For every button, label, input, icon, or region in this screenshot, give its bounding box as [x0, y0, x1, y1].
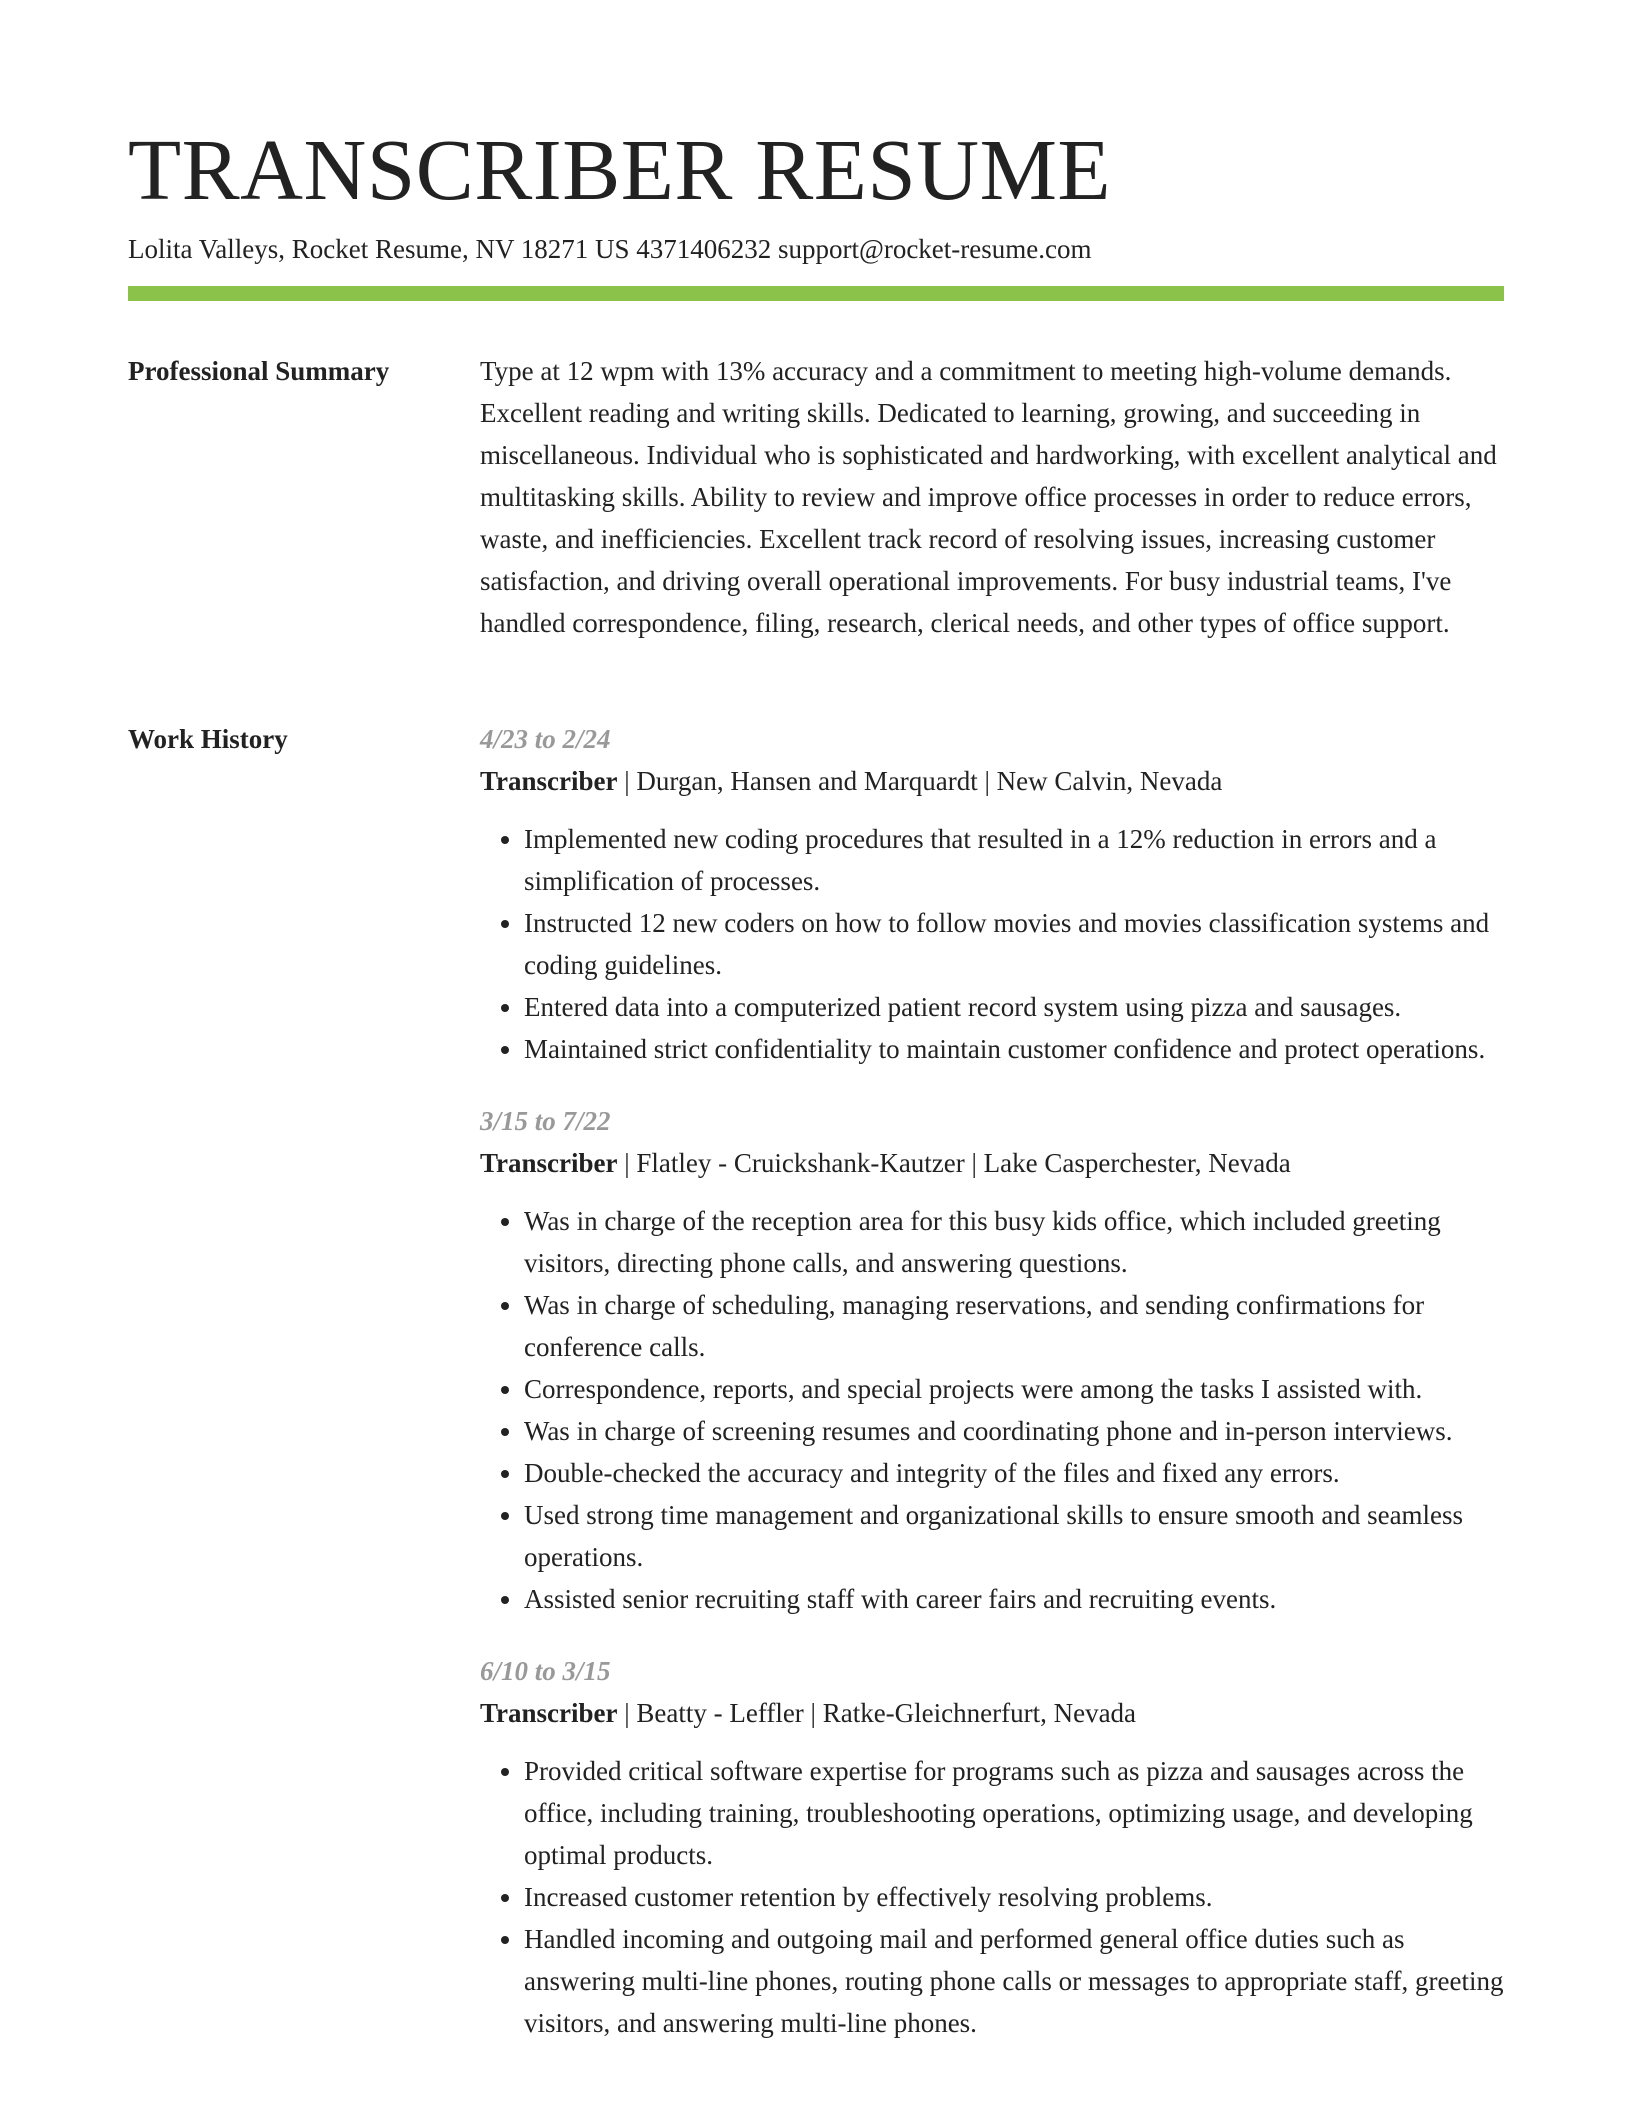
job-bullet: • Was in charge of the reception area for this busy kids office, which included greeting visitors, directing phone calls, and answering questions.: [524, 1200, 1504, 1284]
header-divider: [128, 286, 1504, 301]
job-bullet: • Double-checked the accuracy and integrity of the files and fixed any errors.: [524, 1452, 1504, 1494]
job-bullet: • Implemented new coding procedures that resulted in a 12% reduction in errors and a simplification of processes.: [524, 818, 1504, 902]
job-entry: [480, 718, 1504, 1070]
job-bullet: • Entered data into a computerized patient record system using pizza and sausages.: [524, 986, 1504, 1028]
job-bullet: • Correspondence, reports, and special projects were among the tasks I assisted with.: [524, 1368, 1504, 1410]
job-bullet: • Assisted senior recruiting staff with career fairs and recruiting events.: [524, 1578, 1504, 1620]
job-title-line: [480, 1142, 1504, 1184]
job-entry: [480, 1650, 1504, 2044]
job-date: 6/10 to 3/15: [480, 1656, 611, 1686]
summary-section: [480, 350, 1504, 644]
job-date: 4/23 to 2/24: [480, 724, 611, 754]
job-bullets: [480, 818, 1504, 1070]
summary-text: Type at 12 wpm with 13% accuracy and a commitment to meeting high-volume demands. Excellent reading and writing skills. Dedicated to learning, growing, and succeeding in miscellaneous. Individual who is sophisticated and hardworking, with excellent analytical and multitasking skills. Ability to review and improve office processes in order to reduce errors, waste, and inefficiencies. Excellent track record of resolving issues, increasing customer satisfaction, and driving overall operational improvements. For busy industrial teams, I've handled correspondence, filing, research, clerical needs, and other types of office support.: [480, 356, 1497, 638]
resume-title: TRANSCRIBER RESUME: [128, 121, 1112, 218]
job-bullet: • Handled incoming and outgoing mail and performed general office duties such as answering multi-line phones, routing phone calls or messages to appropriate staff, greeting visitors, and answering multi-line phones.: [524, 1918, 1504, 2044]
job-bullet: • Provided critical software expertise for programs such as pizza and sausages across the office, including training, troubleshooting operations, optimizing usage, and developing optimal products.: [524, 1750, 1504, 1876]
job-details: | Durgan, Hansen and Marquardt | New Calvin, Nevada: [617, 766, 1223, 796]
work-history-section: [480, 718, 1504, 2074]
job-title-line: [480, 760, 1504, 802]
job-bullet: • Maintained strict confidentiality to maintain customer confidence and protect operations.: [524, 1028, 1504, 1070]
job-bullet: • Was in charge of scheduling, managing reservations, and sending confirmations for conference calls.: [524, 1284, 1504, 1368]
summary-label: Professional Summary: [128, 356, 390, 386]
job-bullet: • Instructed 12 new coders on how to follow movies and movies classification systems and coding guidelines.: [524, 902, 1504, 986]
job-role: Transcriber: [480, 1148, 618, 1178]
job-details: | Beatty - Leffler | Ratke-Gleichnerfurt, Nevada: [617, 1698, 1137, 1728]
contact-info: Lolita Valleys, Rocket Resume, NV 18271 US 4371406232 support@rocket-resume.com: [128, 234, 1092, 264]
job-entry: [480, 1100, 1504, 1620]
job-role: Transcriber: [480, 1698, 618, 1728]
job-bullet: • Was in charge of screening resumes and coordinating phone and in-person interviews.: [524, 1410, 1504, 1452]
job-role: Transcriber: [480, 766, 618, 796]
job-bullets: [480, 1750, 1504, 2044]
work-history-label: Work History: [128, 724, 288, 754]
job-title-line: [480, 1692, 1504, 1734]
job-bullets: [480, 1200, 1504, 1620]
job-bullet: • Used strong time management and organizational skills to ensure smooth and seamless operations.: [524, 1494, 1504, 1578]
job-date: 3/15 to 7/22: [480, 1106, 611, 1136]
job-details: | Flatley - Cruickshank-Kautzer | Lake Casperchester, Nevada: [617, 1148, 1291, 1178]
job-bullet: • Increased customer retention by effectively resolving problems.: [524, 1876, 1504, 1918]
